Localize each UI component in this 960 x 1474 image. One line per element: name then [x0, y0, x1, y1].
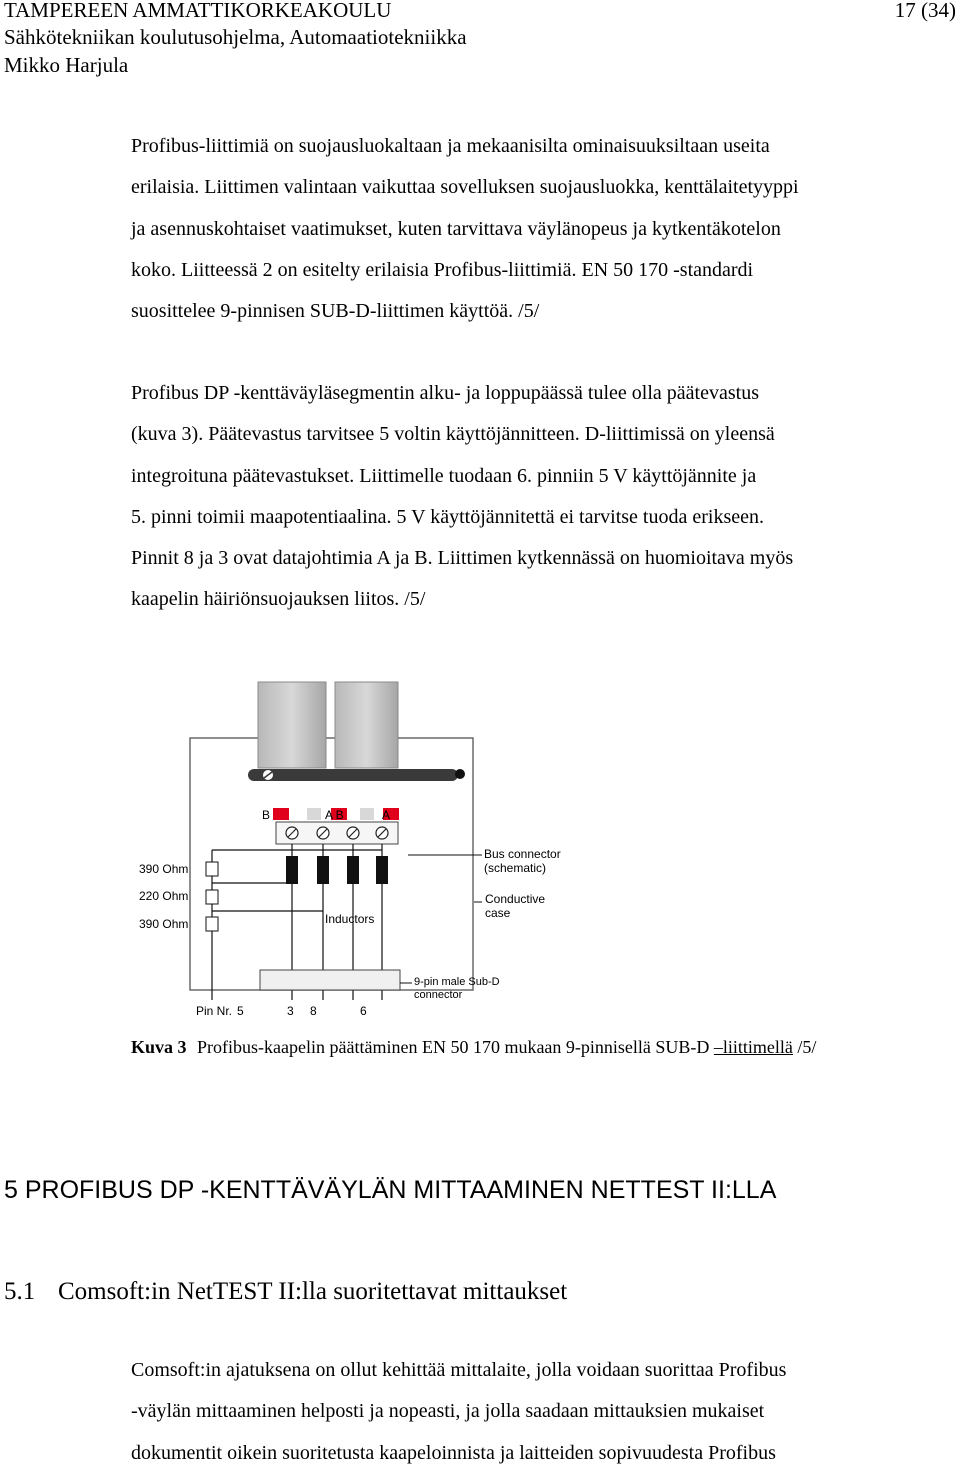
label-ab: A B [325, 808, 344, 822]
label-case: case [485, 906, 511, 920]
paragraph-nettest [131, 1350, 931, 1474]
inductor-4 [376, 856, 388, 884]
caption-label: Kuva 3 [131, 1037, 187, 1057]
label-a: A [382, 808, 391, 822]
caption-text: Profibus-kaapelin päättäminen EN 50 170 mukaan 9-pinnisellä SUB-D [197, 1037, 714, 1057]
label-b: B [262, 808, 271, 822]
section-heading-5-1 [4, 1278, 567, 1306]
text-line: -väylän mittaaminen helposti ja nopeasti, ja jolla saadaan mittauksien mukaiset [131, 1400, 765, 1423]
inductor-1 [286, 856, 298, 884]
text-line: ja asennuskohtaiset vaatimukset, kuten tarvittava väylänopeus ja kytkentäkotelon [131, 217, 781, 240]
label-390-ohm-top: 390 Ohm [139, 862, 189, 876]
caption-ref: /5/ [792, 1037, 817, 1057]
page-number: 17 (34) [894, 0, 956, 22]
text-line: kaapelin häiriönsuojauksen liitos. /5/ [131, 588, 426, 611]
inductor-2 [317, 856, 329, 884]
label-pin-5: 5 [237, 1004, 244, 1018]
text-line: (kuva 3). Päätevastus tarvitsee 5 voltin käyttöjännitteen. D-liittimissä on yleensä [131, 423, 775, 446]
label-pin-8: 8 [310, 1004, 317, 1018]
caption-underlined: –liittimellä [713, 1037, 793, 1057]
label-bus-connector: Bus connector [484, 847, 561, 861]
cable-left [258, 682, 326, 768]
text-line: dokumentit oikein suoritetusta kaapeloinnista ja laitteiden sopivuudesta Profibus [131, 1441, 776, 1464]
figure-caption [131, 1036, 816, 1058]
header-author: Mikko Harjula [4, 53, 129, 77]
section-heading-5: 5 PROFIBUS DP -KENTTÄVÄYLÄN MITTAAMINEN NETTEST II:LLA [4, 1176, 777, 1204]
heading-number: 5.1 [4, 1278, 36, 1305]
label-pin-6: 6 [360, 1004, 367, 1018]
subd-connector-shape [260, 970, 400, 990]
paragraph-termination [131, 373, 931, 621]
label-schematic: (schematic) [484, 861, 547, 875]
header-programme: Sähkötekniikan koulutusohjelma, Automaatiotekniikka [4, 25, 467, 49]
text-line: Profibus DP -kenttäväyläsegmentin alku- ja loppupäässä tulee olla päätevastus [131, 382, 759, 404]
resistor-390-bottom [206, 917, 218, 931]
label-390-ohm-bottom: 390 Ohm [139, 917, 189, 931]
label-220-ohm: 220 Ohm [139, 889, 189, 903]
text-line: Pinnit 8 ja 3 ovat datajohtimia A ja B. Liittimen kytkennässä on huomioitava myös [131, 547, 794, 570]
resistor-390-top [206, 862, 218, 876]
clamp-bar [248, 769, 458, 781]
label-subd-2: connector [414, 989, 463, 1001]
text-line: integroituna päätevastukset. Liittimelle tuodaan 6. pinniin 5 V käyttöjännite ja [131, 464, 757, 487]
text-line: Profibus-liittimiä on suojausluokaltaan ja mekaanisilta ominaisuuksiltaan useita [131, 135, 770, 157]
label-inductors: Inductors [325, 912, 375, 926]
label-pin-3: 3 [287, 1004, 294, 1018]
label-conductive: Conductive [485, 892, 546, 906]
text-line: erilaisia. Liittimen valintaan vaikuttaa sovelluksen suojausluokka, kenttälaitetyyppi [131, 176, 799, 199]
heading-title: Comsoft:in NetTEST II:lla suoritettavat mittaukset [58, 1278, 568, 1305]
header-institution: TAMPEREEN AMMATTIKORKEAKOULU [4, 0, 392, 22]
text-line: koko. Liitteessä 2 on esitelty erilaisia Profibus-liittimiä. EN 50 170 -standardi [131, 258, 754, 281]
terminal-marker-b [273, 808, 289, 820]
figure-subd-connector [130, 670, 580, 1020]
text-line: Comsoft:in ajatuksena on ollut kehittää mittalaite, jolla voidaan suorittaa Profibus [131, 1359, 787, 1381]
text-line: suosittelee 9-pinnisen SUB-D-liittimen käyttöä. /5/ [131, 300, 540, 323]
inductor-3 [347, 856, 359, 884]
text-line: 5. pinni toimii maapotentiaalina. 5 V käyttöjännitettä ei tarvitse tuoda erikseen. [131, 505, 764, 528]
label-subd-1: 9-pin male Sub-D [414, 976, 500, 988]
resistor-220 [206, 890, 218, 904]
label-pin-nr: Pin Nr. [196, 1004, 233, 1018]
cable-right [335, 682, 398, 768]
paragraph-connectors [131, 126, 931, 332]
